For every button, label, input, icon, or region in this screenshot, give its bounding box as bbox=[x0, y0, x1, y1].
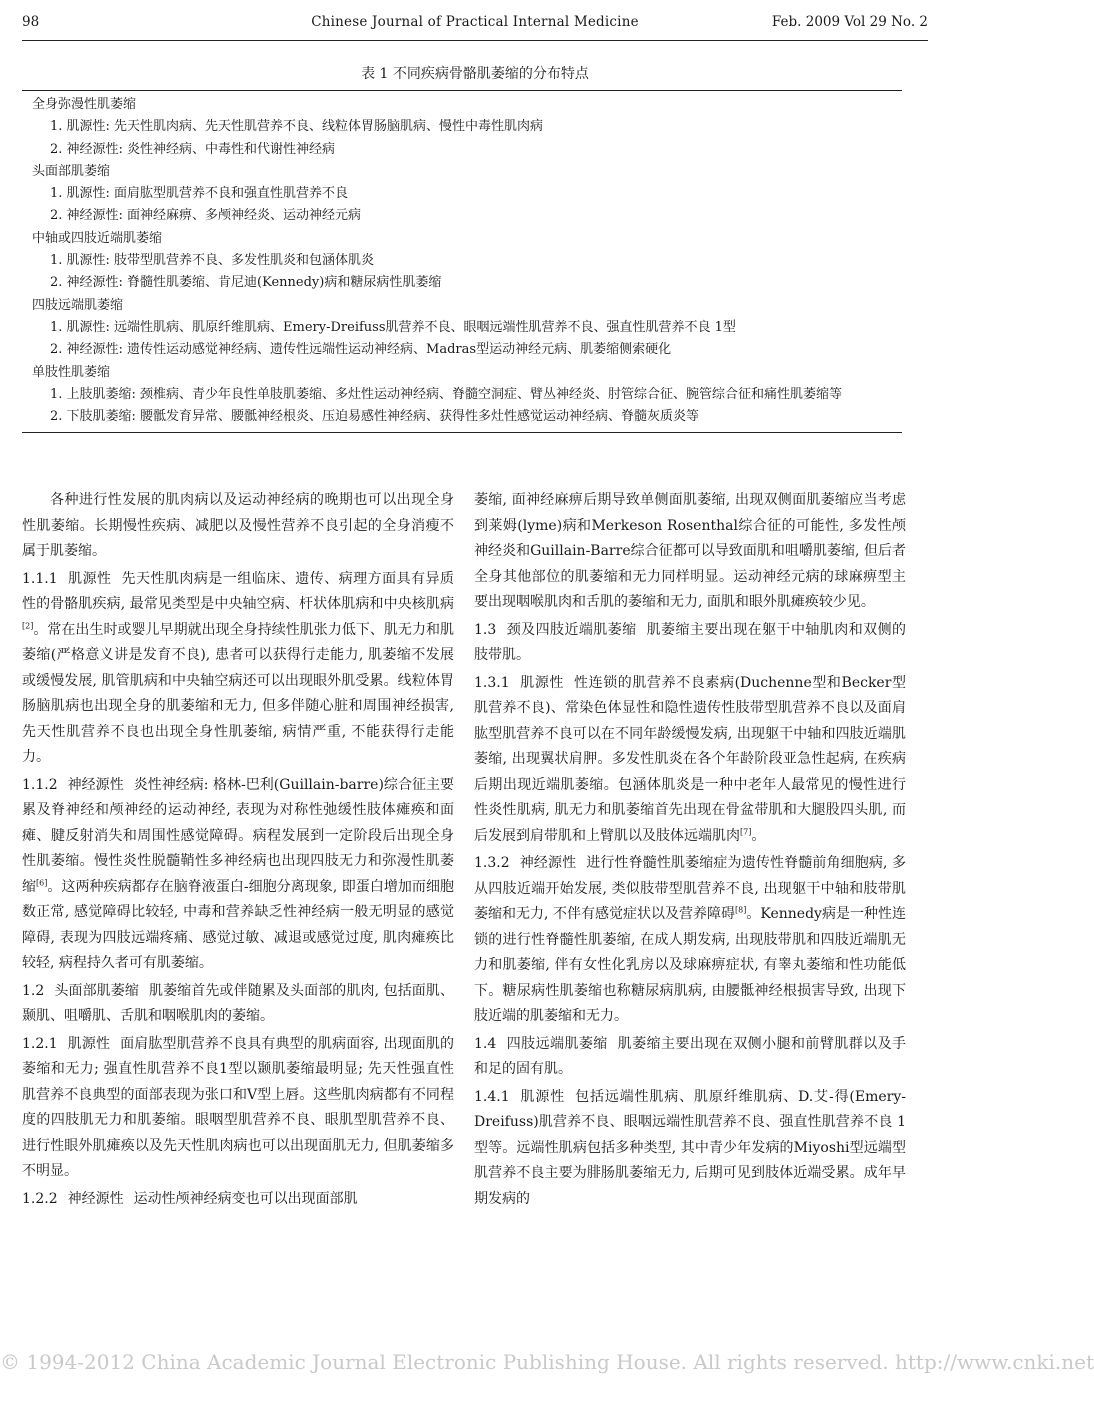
section-text-tail: 。常在出生时或婴儿早期就出现全身持续性肌张力低下、肌无力和肌萎缩(严格意义讲是发育不良), 患者可以获得行走能力, 肌萎缩不发展或缓慢发展, 肌管肌病和中央轴空病还可以出现眼外肌受累。线粒体胃肠脑肌病也出现全身的肌萎缩和无力, 但多伴随心脏和周围神经损害, 先天性肌营养不良也出现全身性肌萎缩, 病情严重, 不能获得行走能力。 bbox=[22, 621, 454, 765]
issue-info: Feb. 2009 Vol 29 No. 2 bbox=[771, 14, 928, 30]
section-text: 肌萎缩主要出现在躯干中轴肌肉和双侧的肢带肌。 bbox=[474, 621, 907, 663]
citation-ref: [2] bbox=[22, 620, 34, 630]
section-paragraph bbox=[22, 567, 454, 771]
table-item: 2. 神经源性: 面神经麻痹、多颅神经炎、运动神经元病 bbox=[50, 208, 362, 224]
table-item: 1. 肌源性: 先天性肌肉病、先天性肌营养不良、线粒体胃肠脑肌病、慢性中毒性肌肉病 bbox=[50, 119, 544, 135]
section-title: 四肢远端肌萎缩 bbox=[506, 1035, 608, 1052]
table-item: 2. 下肢肌萎缩: 腰骶发育异常、腰骶神经根炎、压迫易感性神经病、获得性多灶性感觉运动神经病、脊髓灰质炎等 bbox=[50, 409, 700, 425]
section-text: 运动性颅神经病变也可以出现面部肌 bbox=[133, 1190, 358, 1207]
section-title: 神经源性 bbox=[67, 776, 124, 793]
paragraph: 各种进行性发展的肌肉病以及运动神经病的晚期也可以出现全身性肌萎缩。长期慢性疾病、减肥以及慢性营养不良引起的全身消瘦不属于肌萎缩。 bbox=[22, 492, 454, 559]
page-number: 98 bbox=[22, 14, 40, 30]
section-number: 1.4.1 bbox=[474, 1088, 510, 1105]
page-header bbox=[22, 14, 928, 40]
section-number: 1.3.2 bbox=[474, 855, 510, 871]
left-column bbox=[22, 488, 454, 1214]
table-item: 1. 肌源性: 面肩肱型肌营养不良和强直性肌营养不良 bbox=[50, 186, 349, 202]
section-text-tail: 。这两种疾病都存在脑脊液蛋白-细胞分离现象, 即蛋白增加而细胞数正常, 感觉障碍比较轻, 中毒和营养缺乏性神经病一般无明显的感觉障碍, 表现为四肢远端疼痛、感觉过敏、减退或感觉过度, 肌肉瘫痪比较轻, 病程持久者可有肌萎缩。 bbox=[22, 878, 455, 971]
section-text: 性连锁的肌营养不良素病(Duchenne型和Becker型肌营养不良)、常染色体显性和隐性遗传性肢带型肌营养不良以及面肩肱型肌营养不良可以在不同年龄缓慢发病, 出现躯干中轴和四肢近端肌萎缩, 出现翼状肩胛。多发性肌炎在各个年龄阶段亚急性起病, 在疾病后期出现近端肌萎缩。包涵体肌炎是一种中老年人最常见的慢性进行性炎性肌病, 肌无力和肌萎缩首先出现在骨盆带肌和大腿股四头肌, 而后发展到肩带肌和上臂肌以及肢体远端肌肉 bbox=[474, 674, 906, 844]
distribution-table bbox=[22, 90, 902, 433]
section-text-tail: 。Kennedy病是一种性连锁的进行性脊髓性肌萎缩, 在成人期发病, 出现肢带肌和四肢近端肌无力和肌萎缩, 伴有女性化乳房以及球麻痹症状, 有睾丸萎缩和性功能低下。糖尿病性肌萎缩也称糖尿病肌病, 由腰骶神经根损害导致, 出现下肢近端的肌萎缩和无力。 bbox=[474, 906, 906, 1024]
section-text: 肌萎缩首先或伴随累及头面部的肌肉, 包括面肌、颞肌、咀嚼肌、舌肌和咽喉肌肉的萎缩。 bbox=[22, 982, 455, 1024]
table-category: 头面部肌萎缩 bbox=[32, 163, 111, 179]
section-text: 进行性脊髓性肌萎缩症为遗传性脊髓前角细胞病, 多从四肢近端开始发展, 类似肢带型肌营养不良, 出现躯干中轴和肢带肌萎缩和无力, 不伴有感觉症状以及营养障碍 bbox=[474, 855, 907, 922]
section-paragraph bbox=[474, 851, 906, 1030]
section-paragraph bbox=[474, 1085, 906, 1213]
section-number: 1.2 bbox=[22, 982, 45, 999]
section-paragraph bbox=[22, 979, 454, 1030]
section-paragraph bbox=[474, 671, 906, 850]
section-title: 肌源性 bbox=[519, 1088, 566, 1105]
section-number: 1.4 bbox=[474, 1035, 497, 1052]
section-title: 肌源性 bbox=[67, 1035, 111, 1052]
paragraph-continued: 萎缩, 面神经麻痹后期导致单侧面肌萎缩, 出现双侧面肌萎缩应当考虑到莱姆(lyme)病和Merkeson Rosenthal综合征的可能性, 多发性颅神经炎和Guillain-Barre综合征都可以导致面肌和咀嚼肌萎缩, 但后者全身其他部位的肌萎缩和无力同样明显。运动神经元病的球麻痹型主要出现咽喉肌肉和舌肌的萎缩和无力, 面肌和眼外肌瘫痪较少见。 bbox=[474, 492, 906, 610]
citation-ref: [8] bbox=[735, 905, 747, 915]
header-rule bbox=[22, 40, 928, 41]
section-number: 1.1.1 bbox=[22, 570, 58, 587]
right-column bbox=[474, 488, 906, 1214]
section-text: 肌萎缩主要出现在双侧小腿和前臂肌群以及手和足的固有肌。 bbox=[474, 1035, 907, 1077]
table-item: 2. 神经源性: 脊髓性肌萎缩、肯尼迪(Kennedy)病和糖尿病性肌萎缩 bbox=[50, 275, 442, 291]
section-title: 肌源性 bbox=[67, 570, 112, 587]
section-title: 神经源性 bbox=[519, 855, 577, 871]
section-number: 1.3 bbox=[474, 621, 497, 638]
section-text: 包括远端性肌病、肌原纤维肌病、D.艾-得(Emery-Dreifuss)肌营养不良、眼咽远端性肌营养不良、强直性肌营养不良 1型等。远端性肌病包括多种类型, 其中青少年发病的Miyoshi型远端型肌营养不良主要为腓肠肌萎缩无力, 后期可见到肢体近端受累。成年早期发病的 bbox=[474, 1088, 907, 1207]
table-item: 1. 上肢肌萎缩: 颈椎病、青少年良性单肢肌萎缩、多灶性运动神经病、脊髓空洞症、臂丛神经炎、肘管综合征、腕管综合征和痛性肌萎缩等 bbox=[50, 386, 843, 402]
table-item: 2. 神经源性: 炎性神经病、中毒性和代谢性神经病 bbox=[50, 141, 336, 157]
section-text-tail: 。 bbox=[751, 827, 766, 844]
table-body bbox=[22, 91, 902, 432]
table-item: 2. 神经源性: 遗传性运动感觉神经病、遗传性远端性运动神经病、Madras型运动神经元病、肌萎缩侧索硬化 bbox=[50, 342, 672, 358]
section-text: 炎性神经病: 格林-巴利(Guillain-barre)综合征主要累及脊神经和颅神经的运动神经, 表现为对称性弛缓性肢体瘫痪和面瘫、腱反射消失和周围性感觉障碍。病程发展到一定阶段后出现全身性肌萎缩。慢性炎性脱髓鞘性多神经病也出现四肢无力和弥漫性肌萎缩 bbox=[22, 776, 454, 895]
section-paragraph bbox=[474, 1032, 906, 1083]
table-category: 中轴或四肢近端肌萎缩 bbox=[32, 230, 163, 246]
table-item: 1. 肌源性: 肢带型肌营养不良、多发性肌炎和包涵体肌炎 bbox=[50, 253, 375, 269]
section-paragraph bbox=[474, 618, 906, 669]
table-item: 1. 肌源性: 远端性肌病、肌原纤维肌病、Emery-Dreifuss肌营养不良、眼咽远端性肌营养不良、强直性肌营养不良 1型 bbox=[50, 319, 736, 335]
section-text: 面肩肱型肌营养不良具有典型的肌病面容, 出现面肌的萎缩和无力; 强直性肌营养不良1型以颞肌萎缩最明显; 先天性强直性肌营养不良典型的面部表现为张口和V型上唇。这些肌肉病都有不同程度的四肢肌无力和肌萎缩。眼咽型肌营养不良、眼肌型肌营养不良、进行性眼外肌瘫痪以及先天性肌肉病也可以出现面肌无力, 但肌萎缩多不明显。 bbox=[22, 1035, 454, 1179]
section-title: 神经源性 bbox=[67, 1190, 124, 1207]
section-title: 肌源性 bbox=[519, 674, 565, 691]
section-title: 头面部肌萎缩 bbox=[54, 982, 139, 999]
section-number: 1.2.1 bbox=[22, 1035, 58, 1052]
section-paragraph bbox=[22, 773, 454, 977]
table-category: 四肢远端肌萎缩 bbox=[32, 297, 124, 313]
section-paragraph bbox=[22, 1187, 454, 1213]
section-number: 1.2.2 bbox=[22, 1190, 58, 1207]
copyright-footer: © 1994-2012 China Academic Journal Electronic Publishing House. All rights reserved. http://www.cnki.net bbox=[0, 1350, 1094, 1374]
section-title: 颈及四肢近端肌萎缩 bbox=[506, 621, 637, 638]
section-paragraph bbox=[22, 1032, 454, 1185]
table-bottom-rule bbox=[22, 432, 902, 433]
journal-name: Chinese Journal of Practical Internal Medicine bbox=[311, 14, 639, 30]
table-category: 单肢性肌萎缩 bbox=[32, 364, 111, 380]
section-number: 1.3.1 bbox=[474, 674, 510, 691]
table-category: 全身弥漫性肌萎缩 bbox=[32, 97, 137, 112]
citation-ref: [7] bbox=[740, 826, 752, 836]
section-text: 先天性肌肉病是一组临床、遗传、病理方面具有异质性的骨骼肌疾病, 最常见类型是中央轴空病、杆状体肌病和中央核肌病 bbox=[22, 570, 455, 612]
table-title: 表 1 不同疾病骨骼肌萎缩的分布特点 bbox=[361, 66, 589, 82]
section-number: 1.1.2 bbox=[22, 776, 58, 793]
citation-ref: [6] bbox=[36, 877, 48, 887]
